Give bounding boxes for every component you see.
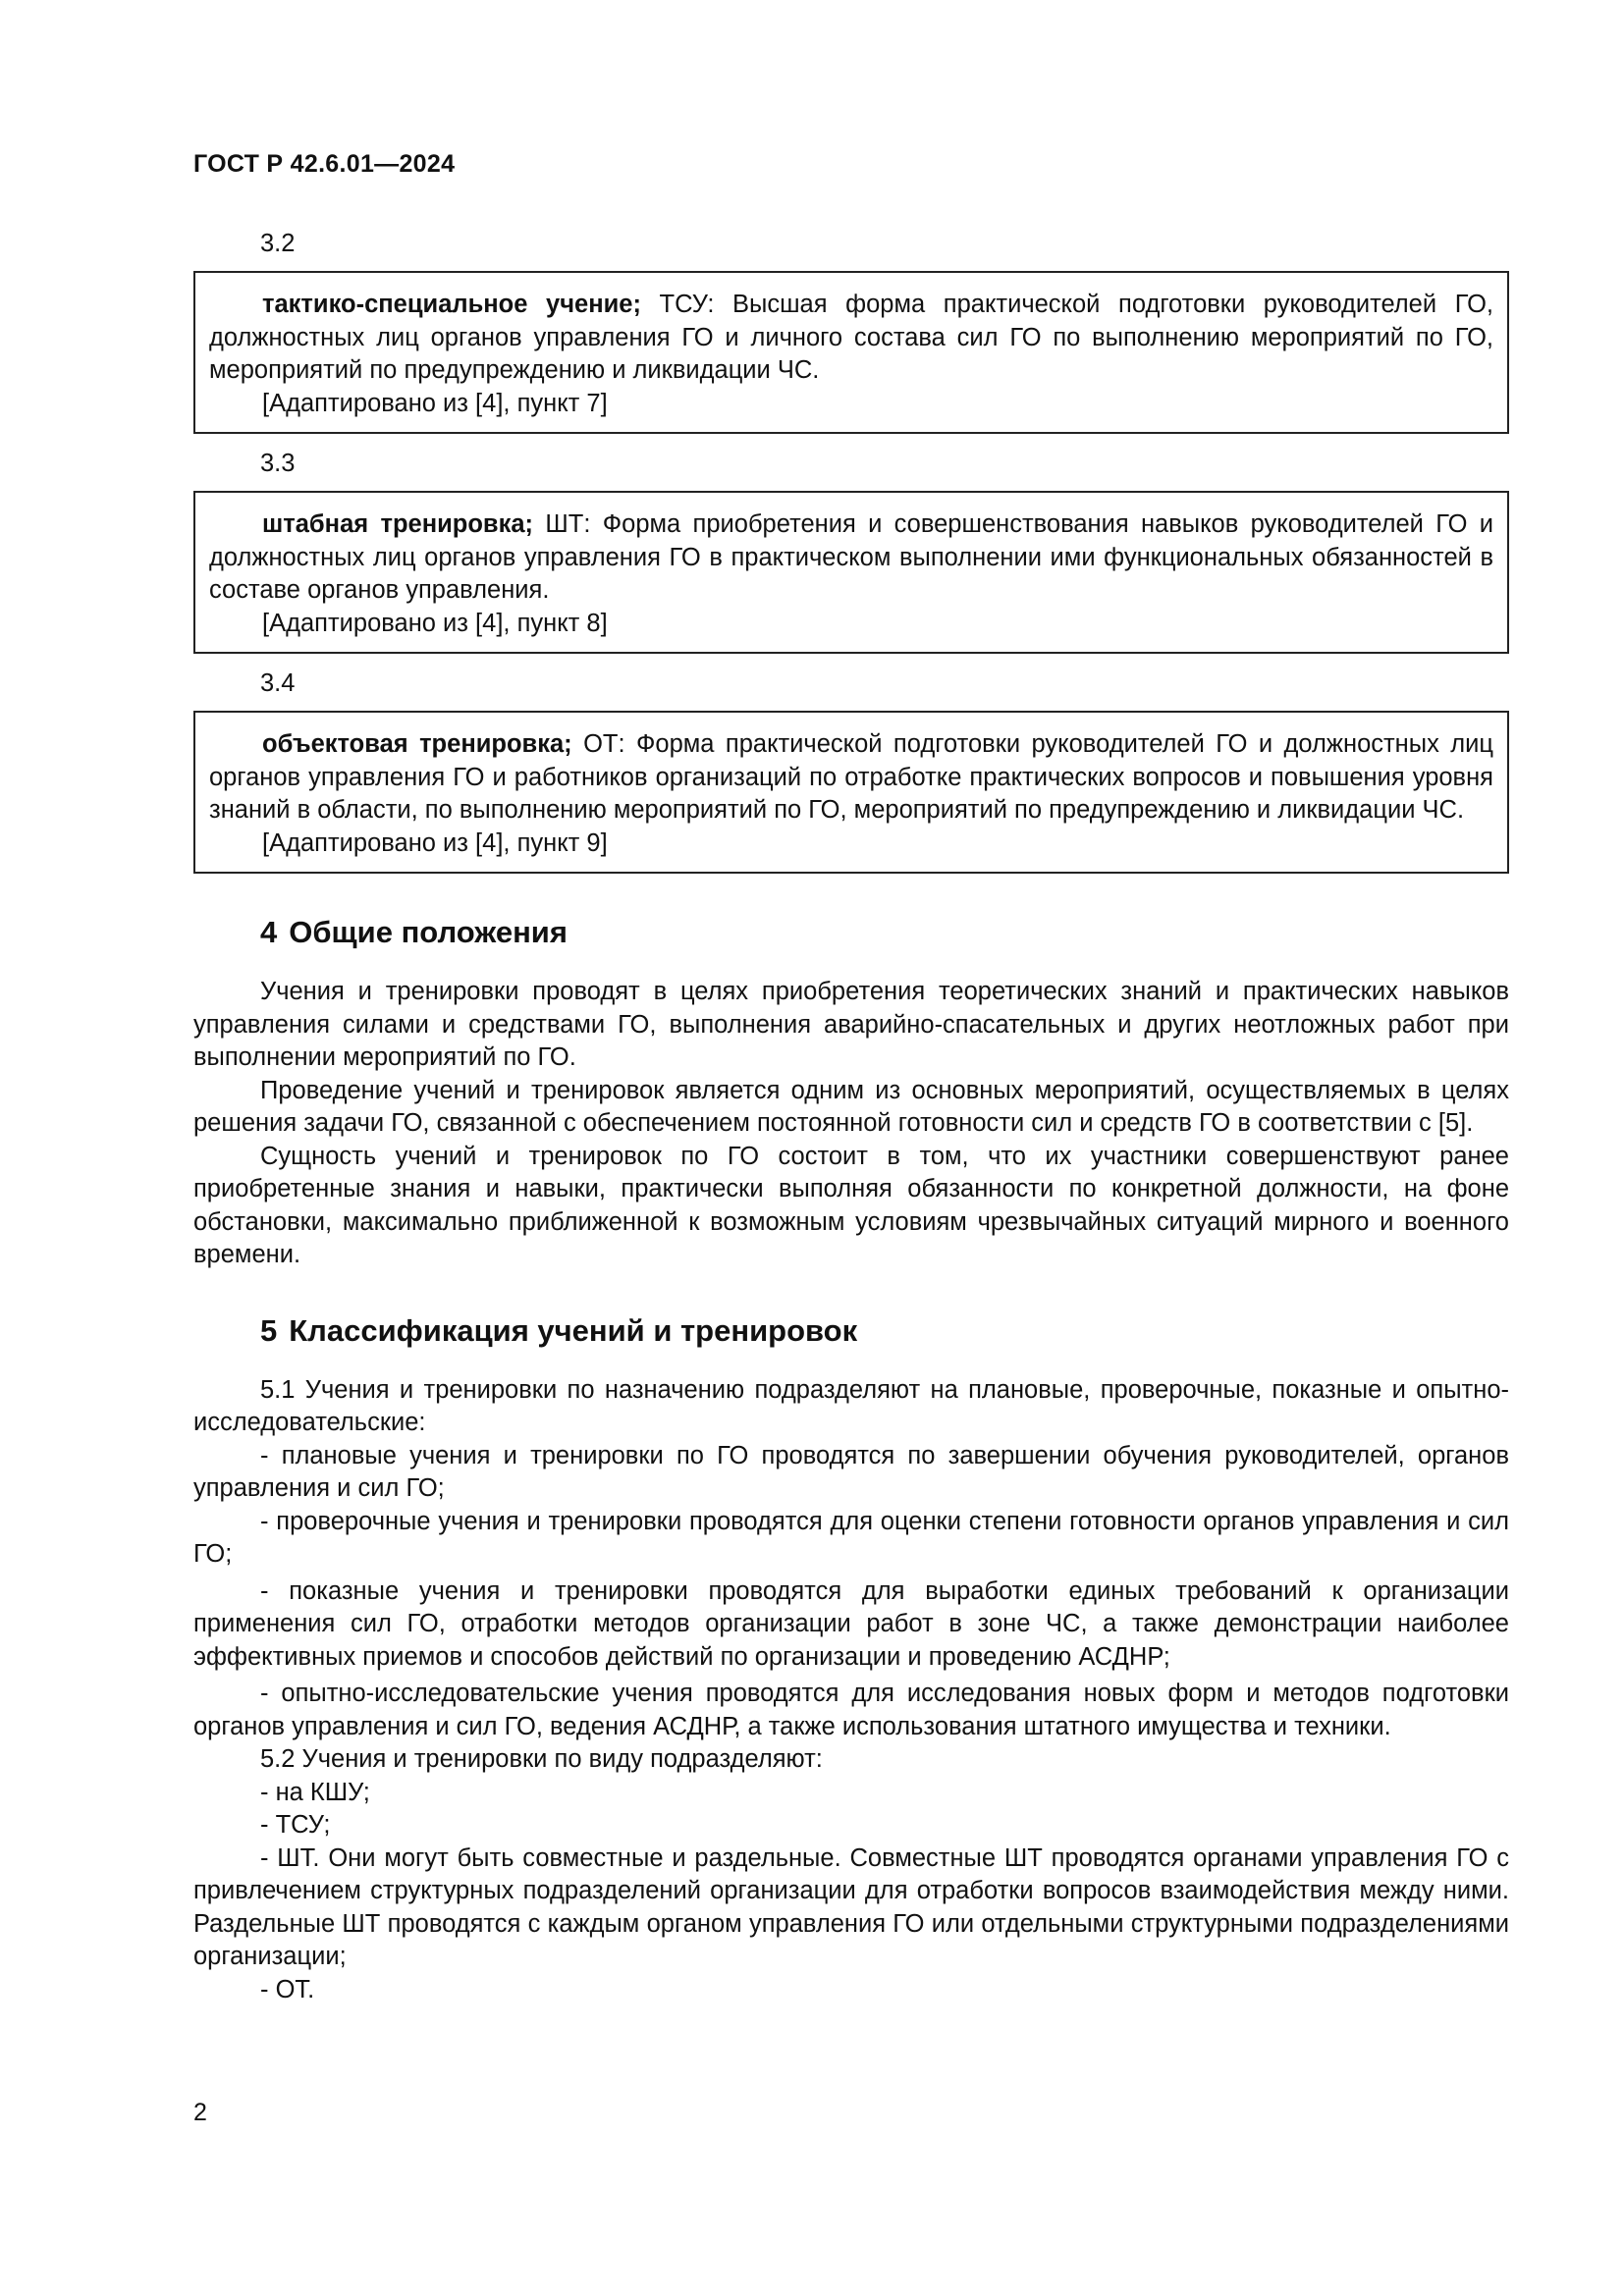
page-content [193,224,1509,2006]
paragraph: Учения и тренировки проводят в целях приобретения теоретических знаний и практических навыков управления силами и средствами ГО, выполнения аварийно-спасательных и других неотложных работ при выполнении мероприятий по ГО. [193,978,1509,1071]
list-item: - на КШУ; [260,1778,370,1806]
term-definition-line [209,728,1493,828]
term-definition-line [209,508,1493,608]
term-abbreviation: ОТ: [583,730,625,758]
term-abbreviation: ТСУ: [659,291,715,318]
section-title: Общие положения [289,915,568,949]
term-box [193,271,1509,434]
term-name: тактико-специальное учение; [262,291,641,318]
section-number: 4 [260,915,278,949]
section-number: 5 [260,1312,278,1348]
term-number: 3.3 [260,450,296,477]
list-item: - ТСУ; [260,1811,331,1839]
term-source: [Адаптировано из [4], пункт 8] [262,609,608,637]
term-box [193,491,1509,654]
list-item: - ОТ. [260,1975,315,2003]
section-heading [193,1313,1509,1349]
term-name: штабная тренировка; [262,510,534,538]
term-name: объектовая тренировка; [262,730,572,758]
paragraph: Проведение учений и тренировок является одним из основных мероприятий, осуществляемых в целях решения задачи ГО, связанной с обеспечением постоянной готовности сил и средств ГО в соответствии с [5]. [193,1076,1509,1137]
paragraph: 5.1 Учения и тренировки по назначению подразделяют на плановые, проверочные, показные и опытно-исследовательские: [193,1375,1509,1436]
term-source: [Адаптировано из [4], пункт 7] [262,389,608,417]
paragraph: 5.2 Учения и тренировки по виду подразделяют: [260,1745,823,1773]
section-title: Классификация учений и тренировок [289,1312,858,1348]
term-number: 3.2 [260,230,296,257]
page-number: 2 [193,2099,207,2126]
term-abbreviation: ШТ: [545,510,591,538]
list-item: - проверочные учения и тренировки проводятся для оценки степени готовности органов управления и сил ГО; [193,1507,1509,1568]
term-definition-line [209,289,1493,388]
list-item: - опытно-исследовательские учения проводятся для исследования новых форм и методов подготовки органов управления и сил ГО, ведения АСДНР, а также использования штатного имущества и техники. [193,1680,1509,1740]
section-heading [193,915,1509,950]
term-number: 3.4 [260,669,296,697]
term-definition: Форма практической подготовки руководителей ГО и должностных лиц органов управления ГО и работников организаций по отработке практических вопросов и повышения уровня знаний в области, по выполнению мероприятий по ГО, мероприятий по предупреждению и ликвидации ЧС. [209,730,1493,824]
list-item: - показные учения и тренировки проводятся для выработки единых требований к организации применения сил ГО, отработки методов организации работ в зоне ЧС, а также демонстрации наиболее эффективных приемов и способов действий по организации и проведению АСДНР; [193,1576,1509,1671]
paragraph: Сущность учений и тренировок по ГО состоит в том, что их участники совершенствуют ранее приобретенные знания и навыки, практически выполняя обязанности по конкретной должности, на фоне обстановки, максимально приближенной к возможным условиям чрезвычайных ситуаций мирного и военного времени. [193,1142,1509,1268]
term-definition: Высшая форма практической подготовки руководителей ГО, должностных лиц органов управления ГО и личного состава сил ГО по выполнению мероприятий по ГО, мероприятий по предупреждению и ликвидации ЧС. [209,291,1493,384]
list-item: - ШТ. Они могут быть совместные и раздельные. Совместные ШТ проводятся органами управления ГО с привлечением структурных подразделений организации для отработки вопросов взаимодействия между ними. Раздельные ШТ проводятся с каждым органом управления ГО или отдельными структурными подразделениями организации; [193,1843,1509,1970]
list-item: - плановые учения и тренировки по ГО проводятся по завершении обучения руководителей, органов управления и сил ГО; [193,1441,1509,1502]
document-code: ГОСТ Р 42.6.01—2024 [193,150,456,178]
term-definition: Форма приобретения и совершенствования навыков руководителей ГО и должностных лиц органов управления ГО в практическом выполнении ими функциональных обязанностей в составе органов управления. [209,510,1493,604]
term-source: [Адаптировано из [4], пункт 9] [262,828,608,857]
term-box [193,711,1509,874]
